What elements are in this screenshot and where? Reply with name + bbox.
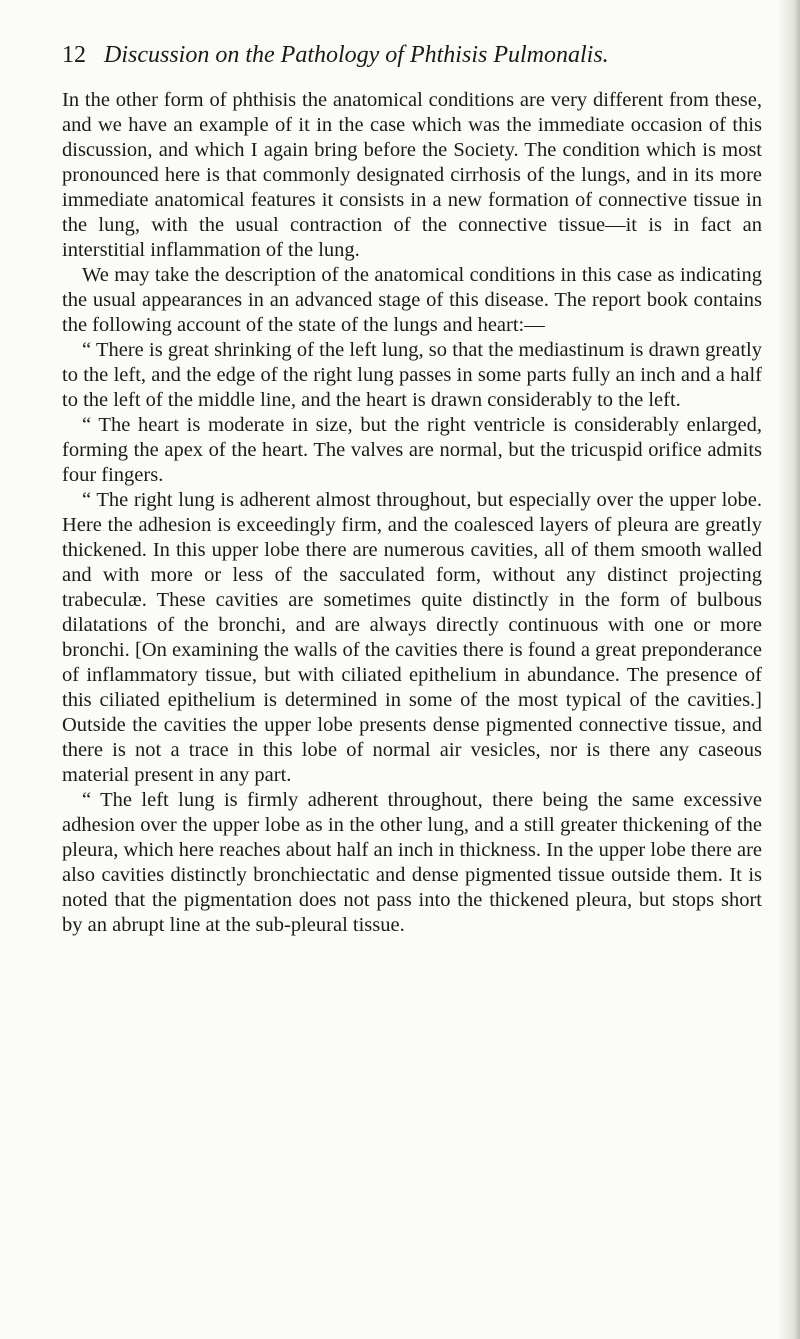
- paragraph-quote-heart: “ The heart is moderate in size, but the right ventricle is considerably enlarged, forming the apex of the heart. The valves are normal, but the tricuspid orifice admits four fingers.: [62, 414, 762, 486]
- paragraph-quote-mediastinum: “ There is great shrinking of the left lung, so that the mediastinum is drawn greatly to the left, and the edge of the right lung passes in some parts fully an inch and a half to the left of the middle line, and the heart is drawn considerably to the left.: [62, 339, 762, 411]
- paragraph-intro: In the other form of phthisis the anatomical conditions are very different from these, and we have an example of it in the case which was the immediate occasion of this discussion, and which I again bring before the Society. The condition which is most pronounced here is that commonly designated cirrhosis of the lungs, and in its more immediate anatomical features it consists in a new formation of connective tissue in the lung, with the usual contraction of the connective tissue—it is in fact an interstitial inflammation of the lung.: [62, 89, 762, 261]
- paragraph-quote-left-lung: “ The left lung is firmly adherent throughout, there being the same excessive adhesion over the upper lobe as in the other lung, and a still greater thickening of the pleura, which here reaches about half an inch in thickness. In the upper lobe there are also cavities distinctly bronchiectatic and dense pigmented tissue outside them. It is noted that the pigmentation does not pass into the thickened pleura, but stops short by an abrupt line at the sub-pleural tissue.: [62, 789, 762, 936]
- page-edge-shadow: [778, 0, 800, 1339]
- running-title: Discussion on the Pathology of Phthisis Pulmonalis.: [104, 42, 609, 68]
- body-text: [62, 88, 762, 938]
- running-head: [62, 40, 762, 70]
- paragraph-quote-right-lung: “ The right lung is adherent almost throughout, but especially over the upper lobe. Here the adhesion is exceedingly firm, and the coalesced layers of pleura are greatly thickened. In this upper lobe there are numerous cavities, all of them smooth walled and with more or less of the sacculated form, without any distinct projecting trabeculæ. These cavities are sometimes quite distinctly in the form of bulbous dilatations of the bronchi, and are always directly continuous with one or more bronchi. [On examining the walls of the cavities there is found a great preponderance of inflammatory tissue, but with ciliated epithelium in abundance. The presence of this ciliated epithelium is determined in some of the most typical of the cavities.] Outside the cavities the upper lobe presents dense pigmented connective tissue, and there is not a trace in this lobe of normal air vesicles, nor is there any caseous material present in any part.: [62, 489, 762, 786]
- page-number: 12: [62, 42, 86, 68]
- paragraph-description: We may take the description of the anatomical conditions in this case as indicating the usual appearances in an advanced stage of this disease. The report book contains the following account of the state of the lungs and heart:—: [62, 264, 762, 336]
